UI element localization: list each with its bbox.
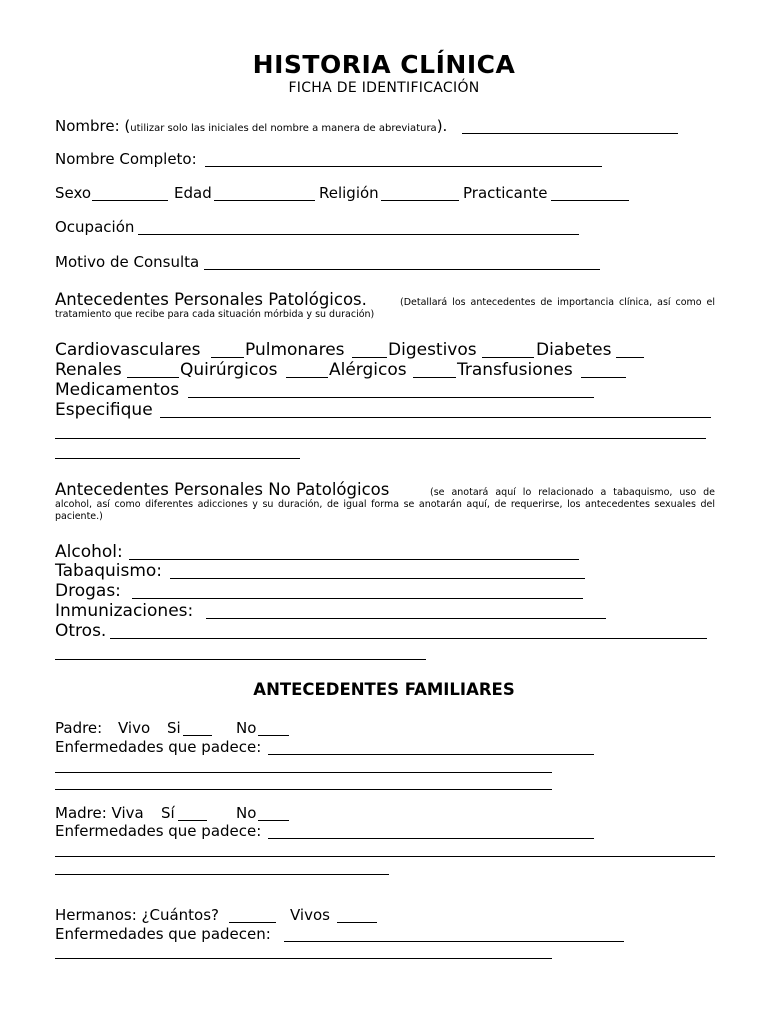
especifique-field[interactable] [160,417,711,418]
hermanos-vivos-label: Vivos [290,906,330,924]
inmunizaciones-label: Inmunizaciones: [55,601,194,621]
practicante-field[interactable] [551,200,629,201]
tabaquismo-label: Tabaquismo: [55,561,163,581]
pulmonares-field[interactable] [352,357,387,358]
hermanos-cuantos-field[interactable] [229,922,276,923]
madre-label: Madre: Viva [55,804,144,822]
non-pathological-heading: Antecedentes Personales No Patológicos [55,480,390,499]
diabetes-label: Diabetes [536,340,612,360]
otros-label: Otros. [55,621,107,641]
padre-vivo-label: Vivo [118,719,151,737]
padre-label: Padre: [55,719,103,737]
medicamentos-field[interactable] [188,397,594,398]
padre-enfermedades-line-3[interactable] [55,789,552,790]
otros-line-2[interactable] [55,659,426,660]
diabetes-field[interactable] [616,357,644,358]
madre-enfermedades-label: Enfermedades que padece: [55,822,262,840]
padre-no-label: No [236,719,257,737]
madre-enfermedades-line-3[interactable] [55,874,389,875]
padre-enfermedades-label: Enfermedades que padece: [55,738,262,756]
quirurgicos-label: Quirúrgicos [180,360,278,380]
pulmonares-label: Pulmonares [245,340,345,360]
otros-field[interactable] [110,638,707,639]
ocupacion-label: Ocupación [55,218,135,236]
nombre-row [55,117,447,135]
page-subtitle: FICHA DE IDENTIFICACIÓN [288,80,480,96]
cardiovasculares-field[interactable] [211,357,244,358]
pathological-heading: Antecedentes Personales Patológicos. [55,290,367,309]
especifique-line-2[interactable] [55,438,706,439]
renales-label: Renales [55,360,122,380]
hermanos-enfermedades-label: Enfermedades que padecen: [55,925,271,943]
page-title: HISTORIA CLÍNICA [252,50,516,79]
family-heading: ANTECEDENTES FAMILIARES [253,680,515,699]
madre-si-label: Sí [161,804,175,822]
practicante-label: Practicante [463,184,548,202]
transfusiones-label: Transfusiones [457,360,573,380]
sexo-field[interactable] [92,200,168,201]
quirurgicos-field[interactable] [286,377,328,378]
especifique-label: Especifique [55,400,153,420]
madre-no-field[interactable] [258,820,289,821]
edad-field[interactable] [214,200,315,201]
alergicos-label: Alérgicos [329,360,407,380]
madre-si-field[interactable] [178,820,207,821]
padre-si-label: Si [167,719,181,737]
digestivos-field[interactable] [482,357,534,358]
edad-label: Edad [174,184,212,202]
nombre-field[interactable] [462,133,678,134]
motivo-field[interactable] [204,269,600,270]
hermanos-label: Hermanos: ¿Cuántos? [55,906,220,924]
cardiovasculares-label: Cardiovasculares [55,340,201,360]
motivo-label: Motivo de Consulta [55,253,200,271]
religion-field[interactable] [381,200,459,201]
nombre-completo-label: Nombre Completo: [55,150,197,168]
sexo-label: Sexo [55,184,92,202]
madre-no-label: No [236,804,257,822]
digestivos-label: Digestivos [388,340,477,360]
transfusiones-field[interactable] [581,377,626,378]
nombre-close: ). [436,117,448,135]
nombre-completo-field[interactable] [205,166,602,167]
nombre-note: utilizar solo las iniciales del nombre a manera de abreviatura [130,123,437,134]
renales-field[interactable] [127,377,179,378]
hermanos-enfermedades-line-2[interactable] [55,958,552,959]
hermanos-vivos-field[interactable] [337,922,377,923]
medicamentos-label: Medicamentos [55,380,180,400]
alergicos-field[interactable] [413,377,456,378]
especifique-line-3[interactable] [55,458,300,459]
nombre-label: Nombre: ( [55,117,131,135]
non-pathological-note: (se anotará aquí lo relacionado a tabaquismo, uso de alcohol, así como diferentes adicciones y su duración, de igual forma se anotarán aquí, de requerirse, los antecedentes sexuales del paciente.) [55,487,715,522]
pathological-note: (Detallará los antecedentes de importancia clínica, así como el tratamiento que recibe para cada situación mórbida y su duración) [55,297,715,320]
tabaquismo-field[interactable] [170,578,585,579]
religion-label: Religión [319,184,379,202]
madre-enfermedades-field[interactable] [268,838,594,839]
alcohol-label: Alcohol: [55,542,123,562]
ocupacion-field[interactable] [138,234,579,235]
alcohol-field[interactable] [129,559,579,560]
hermanos-enfermedades-field[interactable] [284,941,624,942]
inmunizaciones-field[interactable] [206,618,606,619]
padre-no-field[interactable] [258,735,289,736]
padre-si-field[interactable] [183,735,212,736]
drogas-label: Drogas: [55,581,121,601]
padre-enfermedades-field[interactable] [268,754,594,755]
drogas-field[interactable] [132,598,583,599]
padre-enfermedades-line-2[interactable] [55,772,552,773]
madre-enfermedades-line-2[interactable] [55,856,715,857]
